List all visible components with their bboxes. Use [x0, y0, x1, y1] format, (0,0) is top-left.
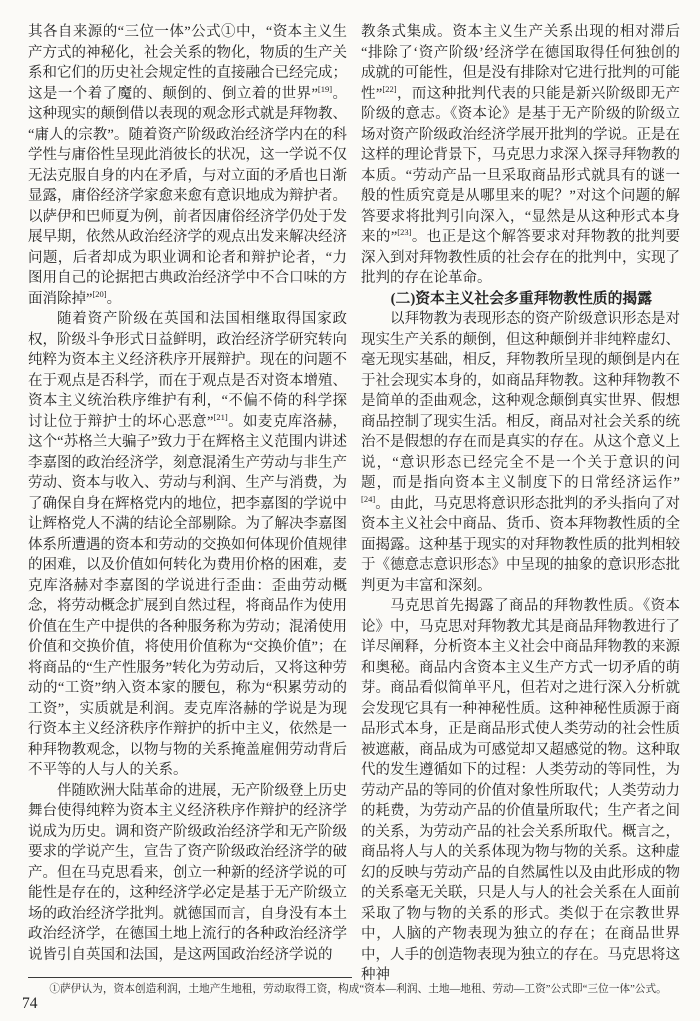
footnote-divider	[28, 977, 352, 978]
page-number: 74	[22, 995, 38, 1012]
section-heading: (二)资本主义社会多重拜物教性质的揭露	[390, 290, 652, 307]
paragraph: 伴随欧洲大陆革命的进展，无产阶级登上历史舞台使得纯粹为资本主义经济秩序作辩护的经济学说成为历史。调和资产阶级政治经济学和无产阶级要求的学说产生，宣告了资产阶级政治经济学的破产。但在马克思看来，创立一种新的经济学说的可能性是存在的，这种经济学必定是基于无产阶级立场的政治经济学批判。就德国而言，自身没有本土政治经济学，在德国土地上流行的各种政治经济学说皆引自英国和法国，是这两国政治经济学说的	[28, 782, 347, 963]
right-column	[361, 22, 680, 986]
left-column	[28, 22, 347, 986]
paragraph: 随着资产阶级在英国和法国相继取得国家政权，阶级斗争形式日益鲜明，政治经济学研究转向纯粹为资本主义经济秩序开展辩护。现在的问题不在于观点是否科学，而在于观点是否对资本增殖、资本主义统治秩序维护有利，“不偏不倚的科学探讨让位于辩护士的坏心恶意”[21]。如麦克库洛赫，这个“苏格兰大骗子”致力于在辉格主义范围内讲述李嘉图的政治经济学，刻意混淆生产劳动与非生产劳动、资本与收入、劳动与利润、生产与消费，为了确保自身在辉格党内的地位，把李嘉图的学说中让辉格党人不满的结论全部剔除。为了解决李嘉图体系所遭遇的资本和劳动的交换如何体现价值规律的困难，以及价值如何转化为费用价格的困难，麦克库洛赫对李嘉图的学说进行歪曲：歪曲劳动概念，将劳动概念扩展到自然过程，将商品作为使用价值在生产中提供的各种服务称为劳动；混淆使用价值和交换价值，将使用价值称为“交换价值”；在将商品的“生产性服务”转化为劳动后，又将这种劳动的“工资”纳入资本家的腰包，称为“积累劳动的工资”，实质就是利润。麦克库洛赫的学说是为现行资本主义经济秩序作辩护的折中主义，依然是一种拜物教观念，以物与物的关系掩盖雇佣劳动背后不平等的人与人的关系。	[28, 311, 348, 778]
footnote: ①萨伊认为，资本创造利润，土地产生地租，劳动取得工资，构成“资本—利润、土地—地租、劳动—工资”公式即“三位一体”公式。	[49, 983, 667, 995]
text-columns	[28, 22, 680, 986]
footnote-area	[28, 977, 680, 996]
paragraph: 马克思首先揭露了商品的拜物教性质。《资本论》中，马克思对拜物教尤其是商品拜物教进行了详尽阐释，分析资本主义社会中商品拜物教的来源和奥秘。商品内含资本主义生产方式一切矛盾的萌芽。商品看似简单平凡，但若对之进行深入分析就会发现它具有一种神秘性质。这种神秘性质源于商品形式本身，正是商品形式使人类劳动的社会性质被遮蔽，商品成为可感觉却又超感觉的物。这种取代的发生遵循如下的过程：人类劳动的等同性，为劳动产品的等同的价值对象性所取代；人类劳动力的耗费，为劳动产品的价值量所取代；生产者之间的关系，为劳动产品的社会关系所取代。概言之，商品将人与人的关系体现为物与物的关系。这种虚幻的反映与劳动产品的自然属性以及由此形成的物的关系毫无关联，只是人与人的社会关系在人面前采取了物与物的关系的形式。类似于在宗教世界中，人脑的产物表现为独立的存在；在商品世界中，人手的创造物表现为独立的存在。马克思将这种神	[361, 598, 680, 983]
paragraph: 其各自来源的“三位一体”公式①中，“资本主义生产方式的神秘化，社会关系的物化，物质的生产关系和它们的历史社会规定性的直接融合已经完成；这是一个着了魔的、颠倒的、倒立着的世界”[19]。这种现实的颠倒借以表现的观念形式就是拜物教、“庸人的宗教”。随着资产阶级政治经济学内在的科学性与庸俗性呈现此消彼长的状况，这一学说不仅无法克服自身的内在矛盾，与对立面的矛盾也日渐显露，庸俗经济学家愈来愈有意识地成为辩护者。以萨伊和巴师夏为例，前者因庸俗经济学仍处于发展早期，依然从政治经济学的观点出发来解决经济问题，后者却成为职业调和论者和辩护论者，“力图用自己的论据把古典政治经济学中不合口味的方面消除掉”[20]。	[28, 24, 347, 307]
paragraph: 以拜物教为表现形态的资产阶级意识形态是对现实生产关系的颠倒，但这种颠倒并非纯粹虚幻、毫无现实基础，相反，拜物教所呈现的颠倒是内在于社会现实本身的，如商品拜物教。这种拜物教不是简单的歪曲观念，这种观念颠倒真实世界、假想商品控制了现实生活。相反，商品对社会关系的统治不是假想的存在而是真实的存在。从这个意义上说，“意识形态已经完全不是一个关于意识的问题，而是指向资本主义制度下的日常经济运作”[24]。由此，马克思将意识形态批判的矛头指向了对资本主义社会中商品、货币、资本拜物教性质的全面揭露。这种基于现实的对拜物教性质的批判相较于《德意志意识形态》中呈现的抽象的意识形态批判更为丰富和深刻。	[361, 311, 680, 594]
paragraph: 教条式集成。资本主义生产关系出现的相对滞后“排除了‘资产阶级’经济学在德国取得任何独创的成就的可能性，但是没有排除对它进行批判的可能性”[22]，而这种批判代表的只能是新兴阶级即无产阶级的意志。《资本论》是基于无产阶级的阶级立场对资产阶级政治经济学展开批判的学说。正是在这样的理论背景下，马克思力求深入探寻拜物教的本质。“劳动产品一旦采取商品形式就具有的谜一般的性质究竟是从哪里来的呢？”对这个问题的解答要求将批判引向深入，“显然是从这种形式本身来的”[23]。也正是这个解答要求对拜物教的批判要深入到对拜物教性质的社会存在的批判中，实现了批判的存在论革命。	[361, 24, 681, 286]
